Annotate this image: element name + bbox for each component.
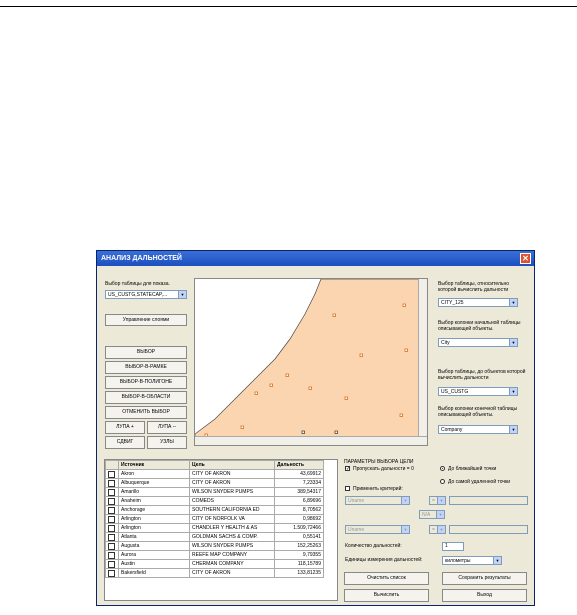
target-table-label: Выбор таблицы, до объектов которой вычислить дальности xyxy=(438,369,526,381)
row-checkbox-cell xyxy=(106,533,119,542)
map-point[interactable] xyxy=(335,431,338,434)
column-header-source[interactable]: Источник xyxy=(119,461,190,470)
chevron-down-icon[interactable]: ▼ xyxy=(509,339,517,346)
table-row[interactable] xyxy=(106,542,324,551)
chevron-down-icon[interactable]: ▼ xyxy=(509,426,517,433)
distance-analysis-window xyxy=(96,250,535,606)
target-column-label: Выбор колонки конечной таблицы описывающей объекты. xyxy=(438,406,518,418)
row-checkbox-cell xyxy=(106,515,119,524)
close-icon[interactable]: ✕ xyxy=(520,253,531,264)
select-region-button[interactable]: ВЫБОР-В-ОБЛАСТИ xyxy=(105,391,187,404)
skip-zero-checkbox[interactable]: ✓ xyxy=(346,466,351,472)
target-column-value: Company xyxy=(441,427,463,433)
nearest-radio[interactable] xyxy=(440,466,445,471)
cell-target: CHANDLER Y HEALTH & AS xyxy=(190,524,275,533)
cancel-select-button[interactable]: ОТМЕНИТЬ ВЫБОР xyxy=(105,406,187,419)
zoom-in-button[interactable]: ЛУПА + xyxy=(105,421,145,434)
layers-button[interactable]: Управление слоями xyxy=(105,314,187,326)
cell-source: Anaheim xyxy=(119,497,190,506)
table-row[interactable] xyxy=(106,569,324,578)
chevron-down-icon[interactable]: ▼ xyxy=(509,299,517,306)
cell-distance: 6,89696 xyxy=(275,497,324,506)
table-row[interactable] xyxy=(106,515,324,524)
criteria1-op-combo[interactable] xyxy=(429,496,446,505)
table-select-value: US_CUSTG,STATECAP,... xyxy=(108,292,168,298)
select-button[interactable]: ВЫБОР xyxy=(105,346,187,359)
column-header-target[interactable]: Цель xyxy=(190,461,275,470)
units-value: километры xyxy=(445,558,471,564)
save-results-button[interactable]: Сохранить результаты xyxy=(442,572,527,585)
cell-distance: 7,23334 xyxy=(275,479,324,488)
row-checkbox-cell xyxy=(106,506,119,515)
source-table-value: CITY_125 xyxy=(441,300,464,306)
cell-target: CITY OF AKRON xyxy=(190,569,275,578)
table-row[interactable] xyxy=(106,497,324,506)
table-select-combo[interactable] xyxy=(105,290,187,299)
results-grid[interactable] xyxy=(104,459,338,601)
results-table xyxy=(105,460,324,578)
column-header-distance[interactable]: Дальность xyxy=(275,461,324,470)
apply-criteria-label: Применить критерий: xyxy=(353,486,403,492)
logic-combo[interactable] xyxy=(419,510,445,519)
table-header-row xyxy=(106,461,324,470)
nodes-button[interactable]: УЗЛЫ xyxy=(147,436,187,449)
row-checkbox-cell xyxy=(106,497,119,506)
row-checkbox[interactable] xyxy=(108,480,115,487)
row-checkbox[interactable] xyxy=(108,489,115,496)
cell-distance: 133,81235 xyxy=(275,569,324,578)
criteria1-value-field[interactable] xyxy=(449,496,528,505)
source-table-label: Выбор таблицы, относительно которой вычислить дальности xyxy=(438,281,510,293)
cell-source: Bakersfield xyxy=(119,569,190,578)
cell-target: WILSON SNYDER PUMPS xyxy=(190,542,275,551)
farthest-radio[interactable] xyxy=(440,479,445,484)
row-checkbox[interactable] xyxy=(108,570,115,577)
cell-target: WILSON SNYDER PUMPS xyxy=(190,488,275,497)
table-row[interactable] xyxy=(106,470,324,479)
apply-criteria-checkbox[interactable] xyxy=(345,486,350,491)
cell-source: Anchorage xyxy=(119,506,190,515)
criteria1-op-value: = xyxy=(432,498,435,504)
row-checkbox-cell xyxy=(106,479,119,488)
target-table-combo[interactable] xyxy=(438,387,518,396)
map-svg xyxy=(195,279,428,446)
row-checkbox[interactable] xyxy=(108,534,115,541)
row-checkbox[interactable] xyxy=(108,507,115,514)
select-rect-button[interactable]: ВЫБОР-В-РАМКЕ xyxy=(105,361,187,374)
map-point[interactable] xyxy=(309,387,312,390)
criteria2-value-field[interactable] xyxy=(449,525,528,534)
map-point[interactable] xyxy=(345,397,348,400)
window-titlebar xyxy=(97,251,534,266)
map-point[interactable] xyxy=(286,374,289,377)
cell-distance: 8,70562 xyxy=(275,506,324,515)
cell-target: COMEDS xyxy=(190,497,275,506)
row-checkbox[interactable] xyxy=(108,543,115,550)
criteria2-op-combo[interactable] xyxy=(429,525,446,534)
chevron-down-icon[interactable]: ▼ xyxy=(437,526,445,533)
map-point[interactable] xyxy=(270,384,273,387)
cell-distance: 9,79355 xyxy=(275,551,324,560)
map-point[interactable] xyxy=(333,314,336,317)
zoom-out-button[interactable]: ЛУПА -- xyxy=(147,421,187,434)
chevron-down-icon[interactable]: ▼ xyxy=(493,557,501,564)
chevron-down-icon[interactable]: ▼ xyxy=(401,526,409,533)
chevron-down-icon[interactable]: ▼ xyxy=(178,291,186,298)
row-checkbox[interactable] xyxy=(108,498,115,505)
source-column-value: City xyxy=(441,340,450,346)
cell-target: CHERMAN COMPANY xyxy=(190,560,275,569)
cell-target: CITY OF NORFOLK VA xyxy=(190,515,275,524)
table-row[interactable] xyxy=(106,524,324,533)
map-vertical-scrollbar[interactable] xyxy=(418,279,427,439)
nearest-label: До ближайшей точки xyxy=(448,466,497,472)
logic-value: N/A xyxy=(422,512,431,518)
table-row[interactable] xyxy=(106,506,324,515)
row-checkbox-cell xyxy=(106,470,119,479)
page-rule xyxy=(0,6,577,7)
row-checkbox[interactable] xyxy=(108,516,115,523)
cell-source: Aurora xyxy=(119,551,190,560)
table-row[interactable] xyxy=(106,533,324,542)
clear-list-button[interactable]: Очистить список xyxy=(344,572,429,585)
cell-target: SOUTHERN CALIFORNIA ED xyxy=(190,506,275,515)
row-checkbox[interactable] xyxy=(108,471,115,478)
cell-distance: 0,55141 xyxy=(275,533,324,542)
criteria2-field-value: Uname xyxy=(348,527,365,533)
chevron-down-icon[interactable]: ▼ xyxy=(437,497,445,504)
source-table-combo[interactable] xyxy=(438,298,518,307)
cell-target: REEFE MAP COMPANY xyxy=(190,551,275,560)
table-select-label: Выбор таблицы для показа. xyxy=(105,281,170,287)
cell-distance: 389,54317 xyxy=(275,488,324,497)
table-row[interactable] xyxy=(106,560,324,569)
row-checkbox-cell xyxy=(106,524,119,533)
units-combo[interactable] xyxy=(442,556,502,565)
cell-source: Augusta xyxy=(119,542,190,551)
map-point[interactable] xyxy=(403,304,406,307)
chevron-down-icon[interactable]: ▼ xyxy=(401,497,409,504)
cell-source: Arlington xyxy=(119,524,190,533)
count-label: Количество дальностей: xyxy=(345,543,402,549)
cell-source: Akron xyxy=(119,470,190,479)
row-checkbox-cell xyxy=(106,560,119,569)
chevron-down-icon[interactable]: ▼ xyxy=(509,388,517,395)
checkbox-header xyxy=(106,461,119,470)
shift-button[interactable]: СДВИГ xyxy=(105,436,145,449)
cell-distance: 43,69912 xyxy=(275,470,324,479)
cell-distance: 1.509,72466 xyxy=(275,524,324,533)
cell-target: CITY OF AKRON xyxy=(190,479,275,488)
cell-distance: 118,15789 xyxy=(275,560,324,569)
cell-source: Atlanta xyxy=(119,533,190,542)
table-row[interactable] xyxy=(106,488,324,497)
row-checkbox[interactable] xyxy=(108,561,115,568)
row-checkbox-cell xyxy=(106,542,119,551)
cell-distance: 152,25263 xyxy=(275,542,324,551)
cell-source: Albuquerque xyxy=(119,479,190,488)
map-point[interactable] xyxy=(255,392,258,395)
row-checkbox-cell xyxy=(106,569,119,578)
skip-zero-label: Пропускать дальности = 0 xyxy=(353,466,414,472)
source-column-label: Выбор колонки начальной таблицы описывающей объекты. xyxy=(438,320,521,332)
cell-target: GOLDMAN SACHS & COMP. xyxy=(190,533,275,542)
map-point[interactable] xyxy=(405,349,408,352)
params-title: ПАРАМЕТРЫ ВЫБОРА ЦЕЛИ xyxy=(344,459,414,465)
criteria1-field-value: Uname xyxy=(348,498,365,504)
cell-source: Arlington xyxy=(119,515,190,524)
window-title: АНАЛИЗ ДАЛЬНОСТЕЙ xyxy=(101,255,182,262)
row-checkbox-cell xyxy=(106,488,119,497)
map-region xyxy=(195,279,420,439)
compute-button[interactable]: Вычислить xyxy=(344,589,429,602)
select-polygon-button[interactable]: ВЫБОР-В-ПОЛИГОНЕ xyxy=(105,376,187,389)
table-row[interactable] xyxy=(106,551,324,560)
count-input[interactable]: 1 xyxy=(442,542,464,551)
cell-source: Amarillo xyxy=(119,488,190,497)
map-point[interactable] xyxy=(360,354,363,357)
cell-distance: 0,98692 xyxy=(275,515,324,524)
map-point[interactable] xyxy=(302,431,305,434)
cell-source: Austin xyxy=(119,560,190,569)
cell-target: CITY OF AKRON xyxy=(190,470,275,479)
chevron-down-icon[interactable]: ▼ xyxy=(436,511,444,518)
table-row[interactable] xyxy=(106,479,324,488)
map-canvas[interactable] xyxy=(194,278,428,446)
map-horizontal-scrollbar[interactable] xyxy=(195,436,428,445)
row-checkbox[interactable] xyxy=(108,552,115,559)
row-checkbox[interactable] xyxy=(108,525,115,532)
target-column-combo[interactable] xyxy=(438,425,518,434)
row-checkbox-cell xyxy=(106,551,119,560)
criteria1-field-combo[interactable] xyxy=(345,496,410,505)
units-label: Единицы измерения дальностей: xyxy=(345,557,423,563)
criteria2-field-combo[interactable] xyxy=(345,525,410,534)
farthest-label: До самой удаленной точки xyxy=(448,479,510,485)
exit-button[interactable]: Выход xyxy=(442,589,527,602)
map-point[interactable] xyxy=(241,426,244,429)
criteria2-op-value: = xyxy=(432,527,435,533)
source-column-combo[interactable] xyxy=(438,338,518,347)
target-table-value: US_CUSTG xyxy=(441,389,469,395)
map-point[interactable] xyxy=(400,414,403,417)
